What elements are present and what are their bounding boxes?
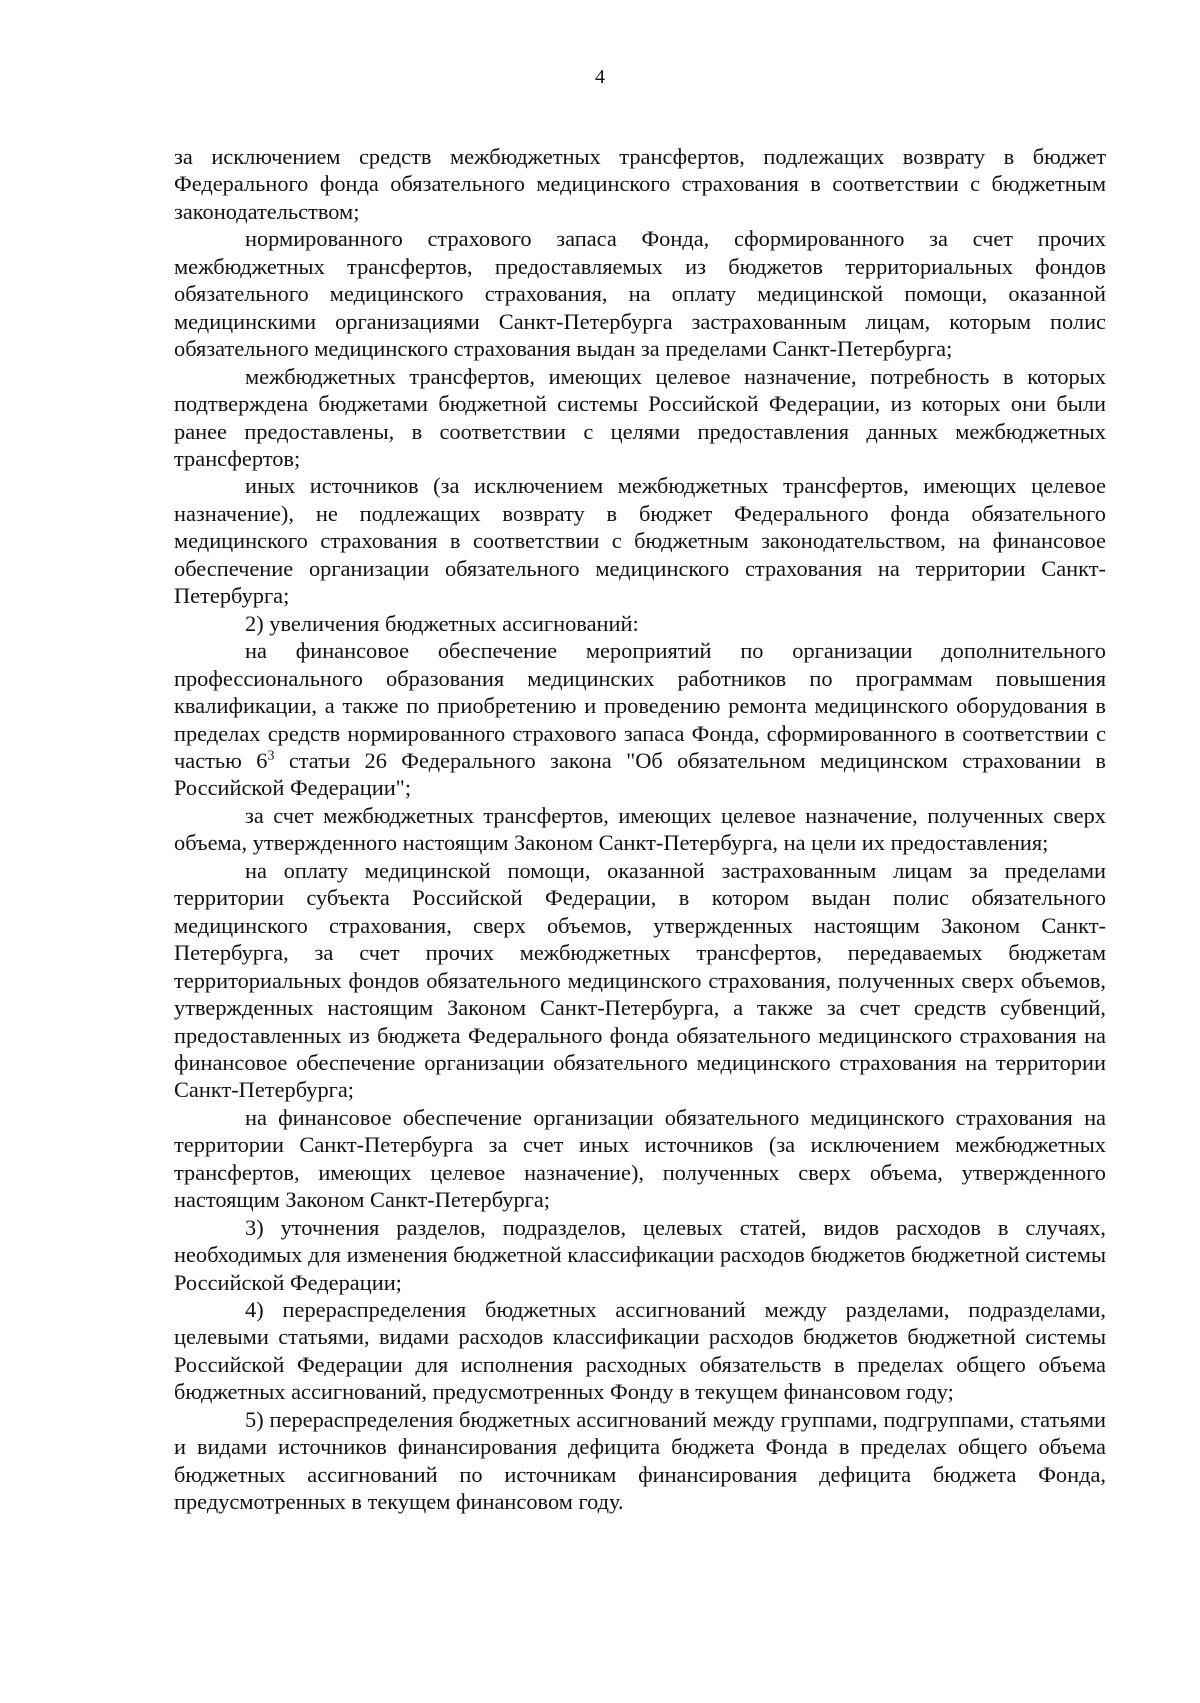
paragraph-with-superscript [174,637,1106,802]
document-body [174,143,1106,1516]
page-number: 4 [595,66,605,88]
list-item-2: 2) увеличения бюджетных ассигнований: [245,610,639,636]
paragraph: нормированного страхового запаса Фонда, сформированного за счет прочих межбюджетных трансфертов, предоставляемых из бюджетов территориальных фондов обязательного медицинского страхования, на оплату медицинской помощи, оказанной медицинскими организациями Санкт-Петербурга застрахованным лицам, которым полис обязательного медицинского страхования выдан за пределами Санкт-Петербурга; [174,226,1106,362]
list-item-5: 5) перераспределения бюджетных ассигнований между группами, подгруппами, статьями и видами источников финансирования дефицита бюджета Фонда в пределах общего объема бюджетных ассигнований по источникам финансирования дефицита бюджета Фонда, предусмотренных в текущем финансовом году. [174,1406,1106,1515]
list-item-3: 3) уточнения разделов, подразделов, целевых статей, видов расходов в случаях, необходимых для изменения бюджетной классификации расходов бюджетов бюджетной системы Российской Федерации; [174,1214,1106,1295]
paragraph: на финансовое обеспечение организации обязательного медицинского страхования на территории Санкт-Петербурга за счет иных источников (за исключением межбюджетных трансфертов, имеющих целевое назначение), полученных сверх объема, утвержденного настоящим Законом Санкт-Петербурга; [174,1104,1106,1213]
superscript: 3 [267,748,275,764]
paragraph-continuation: за исключением средств межбюджетных трансфертов, подлежащих возврату в бюджет Федерального фонда обязательного медицинского страхования в соответствии с бюджетным законодательством; [174,144,1106,224]
paragraph: иных источников (за исключением межбюджетных трансфертов, имеющих целевое назначение), не подлежащих возврату в бюджет Федерального фонда обязательного медицинского страхования в соответствии с бюджетным законодательством, на финансовое обеспечение организации обязательного медицинского страхования на территории Санкт-Петербурга; [174,473,1106,609]
paragraph-text: на финансовое обеспечение мероприятий по организации дополнительного профессионального образования медицинских работников по программам повышения квалификации, а также по приобретению и проведению ремонта медицинского оборудования в пределах средств нормированного страхового запаса Фонда, сформированного в соответствии с частью 6 [174,638,1106,773]
paragraph-text: статьи 26 Федерального закона "Об обязательном медицинском страховании в Российской Федерации"; [174,747,1106,801]
paragraph: межбюджетных трансфертов, имеющих целевое назначение, потребность в которых подтверждена бюджетами бюджетной системы Российской Федерации, из которых они были ранее предоставлены, в соответствии с целями предоставления данных межбюджетных трансфертов; [174,363,1106,471]
paragraph: на оплату медицинской помощи, оказанной застрахованным лицам за пределами территории субъекта Российской Федерации, в котором выдан полис обязательного медицинского страхования, сверх объемов, утвержденных настоящим Законом Санкт-Петербурга, за счет прочих межбюджетных трансфертов, передаваемых бюджетам территориальных фондов обязательного медицинского страхования, полученных сверх объемов, утвержденных настоящим Законом Санкт-Петербурга, а также за счет средств субвенций, предоставленных из бюджета Федерального фонда обязательного медицинского страхования на финансовое обеспечение организации обязательного медицинского страхования на территории Санкт-Петербурга; [174,857,1106,1103]
paragraph: за счет межбюджетных трансфертов, имеющих целевое назначение, полученных сверх объема, утвержденного настоящим Законом Санкт-Петербурга, на цели их предоставления; [174,802,1106,856]
list-item-4: 4) перераспределения бюджетных ассигнований между разделами, подразделами, целевыми статьями, видами расходов классификации расходов бюджетов бюджетной системы Российской Федерации для исполнения расходных обязательств в пределах общего объема бюджетных ассигнований, предусмотренных Фонду в текущем финансовом году; [174,1297,1106,1405]
